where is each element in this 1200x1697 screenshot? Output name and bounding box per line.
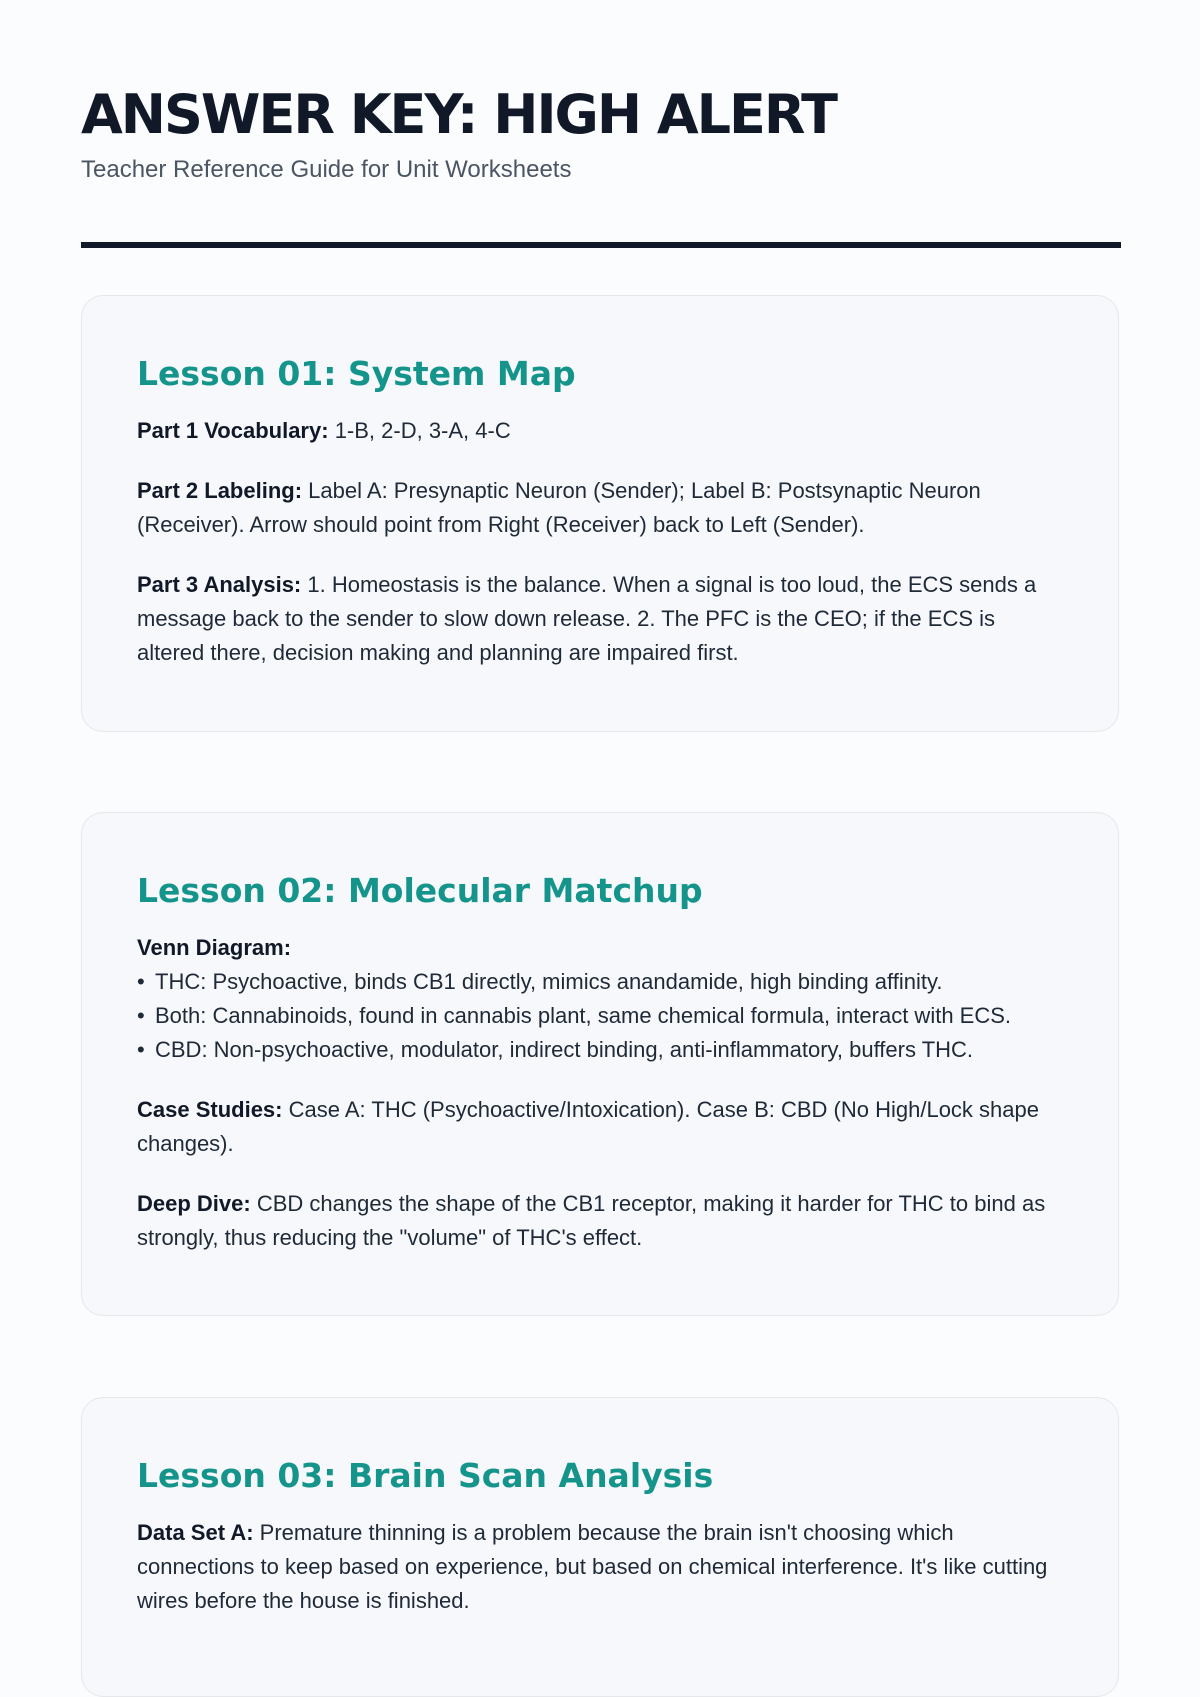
bullet-icon: •	[137, 1003, 145, 1028]
document-title: ANSWER KEY: HIGH ALERT	[81, 83, 836, 146]
lesson-card-03	[81, 1397, 1119, 1697]
answer-entry-labeling	[137, 474, 1063, 542]
document-header	[81, 80, 1121, 186]
entry-label: Part 2 Labeling:	[137, 478, 303, 503]
entry-text: Premature thinning is a problem because the brain isn't choosing which connections to keep based on experience, but based on chemical interference. It's like cutting wires before the house is finished.	[137, 1520, 1048, 1613]
entry-text: 1-B, 2-D, 3-A, 4-C	[334, 418, 511, 443]
entry-label: Data Set A:	[137, 1520, 254, 1545]
answer-entry-venn	[137, 931, 1063, 1067]
entry-label: Deep Dive:	[137, 1191, 251, 1216]
lesson-title: Lesson 01: System Map	[137, 354, 576, 393]
entry-label: Part 1 Vocabulary:	[137, 418, 329, 443]
list-item-text: THC: Psychoactive, binds CB1 directly, mimics anandamide, high binding affinity.	[155, 969, 943, 994]
entry-label: Case Studies:	[137, 1097, 283, 1122]
answer-entry-data-set-a	[137, 1516, 1063, 1618]
entry-text: CBD changes the shape of the CB1 receptor, making it harder for THC to bind as strongly, thus reducing the "volume" of THC's effect.	[137, 1191, 1046, 1250]
entry-label: Venn Diagram:	[137, 935, 292, 960]
answer-entry-analysis	[137, 568, 1063, 670]
document-subtitle: Teacher Reference Guide for Unit Worksheets	[81, 156, 572, 183]
header-divider	[81, 242, 1121, 248]
lesson-card-01	[81, 295, 1119, 732]
list-item-text: CBD: Non-psychoactive, modulator, indirect binding, anti-inflammatory, buffers THC.	[155, 1037, 974, 1062]
venn-list	[137, 965, 1063, 1067]
answer-entry-case-studies	[137, 1093, 1063, 1161]
list-item-text: Both: Cannabinoids, found in cannabis plant, same chemical formula, interact with ECS.	[155, 1003, 1012, 1028]
lesson-title: Lesson 03: Brain Scan Analysis	[137, 1456, 714, 1495]
entry-text: Label A: Presynaptic Neuron (Sender); Label B: Postsynaptic Neuron (Receiver). Arrow should point from Right (Receiver) back to Left (Sender).	[137, 478, 981, 537]
list-item	[137, 1033, 1063, 1067]
answer-entry-vocabulary	[137, 414, 1063, 448]
bullet-icon: •	[137, 969, 145, 994]
entry-text: 1. Homeostasis is the balance. When a signal is too loud, the ECS sends a message back to the sender to slow down release. 2. The PFC is the CEO; if the ECS is altered there, decision making and planning are impaired first.	[137, 572, 1037, 665]
list-item	[137, 999, 1063, 1033]
lesson-title: Lesson 02: Molecular Matchup	[137, 871, 703, 910]
entry-text: Case A: THC (Psychoactive/Intoxication). Case B: CBD (No High/Lock shape changes).	[137, 1097, 1039, 1156]
bullet-icon: •	[137, 1037, 145, 1062]
list-item	[137, 965, 1063, 999]
entry-label: Part 3 Analysis:	[137, 572, 302, 597]
lesson-card-02	[81, 812, 1119, 1316]
answer-entry-deep-dive	[137, 1187, 1063, 1255]
